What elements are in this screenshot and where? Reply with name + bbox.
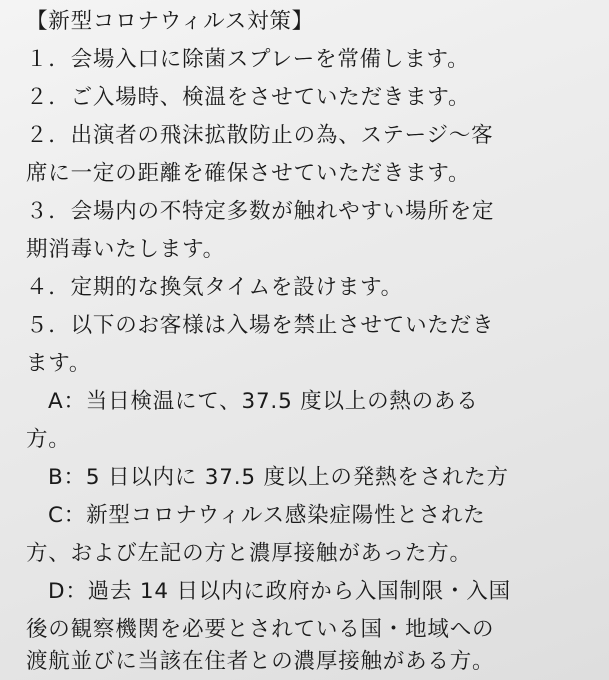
document-title: 【新型コロナウィルス対策】: [26, 9, 314, 34]
text-line: ５．以下のお客様は入場を禁止させていただき: [26, 313, 495, 338]
text-line: B：5 日以内に 37.5 度以上の発熱をされた方: [48, 465, 509, 490]
text-line: D：過去 14 日以内に政府から入国制限・入国: [48, 579, 511, 604]
text-line: ２．出演者の飛沫拡散防止の為、ステージ〜客: [26, 123, 494, 148]
text-line: ます。: [26, 351, 92, 376]
text-line: A：当日検温にて、37.5 度以上の熱のある: [48, 389, 479, 414]
text-line: ４．定期的な換気タイムを設けます。: [26, 275, 403, 300]
text-line: 渡航並びに当該在住者との濃厚接触がある方。: [26, 649, 495, 674]
text-line: １．会場入口に除菌スプレーを常備します。: [26, 47, 470, 72]
text-line: 期消毒いたします。: [26, 237, 225, 262]
text-line: 後の観察機関を必要とされている国・地域への: [26, 617, 495, 642]
text-line: ２．ご入場時、検温をさせていただきます。: [26, 85, 471, 110]
text-line: 方。: [26, 427, 71, 452]
text-line: 席に一定の距離を確保させていただきます。: [26, 161, 471, 186]
text-line: 方、および左記の方と濃厚接触があった方。: [26, 541, 472, 566]
text-line: ３．会場内の不特定多数が触れやすい場所を定: [26, 199, 495, 224]
text-line: C：新型コロナウィルス感染症陽性とされた: [48, 503, 486, 528]
